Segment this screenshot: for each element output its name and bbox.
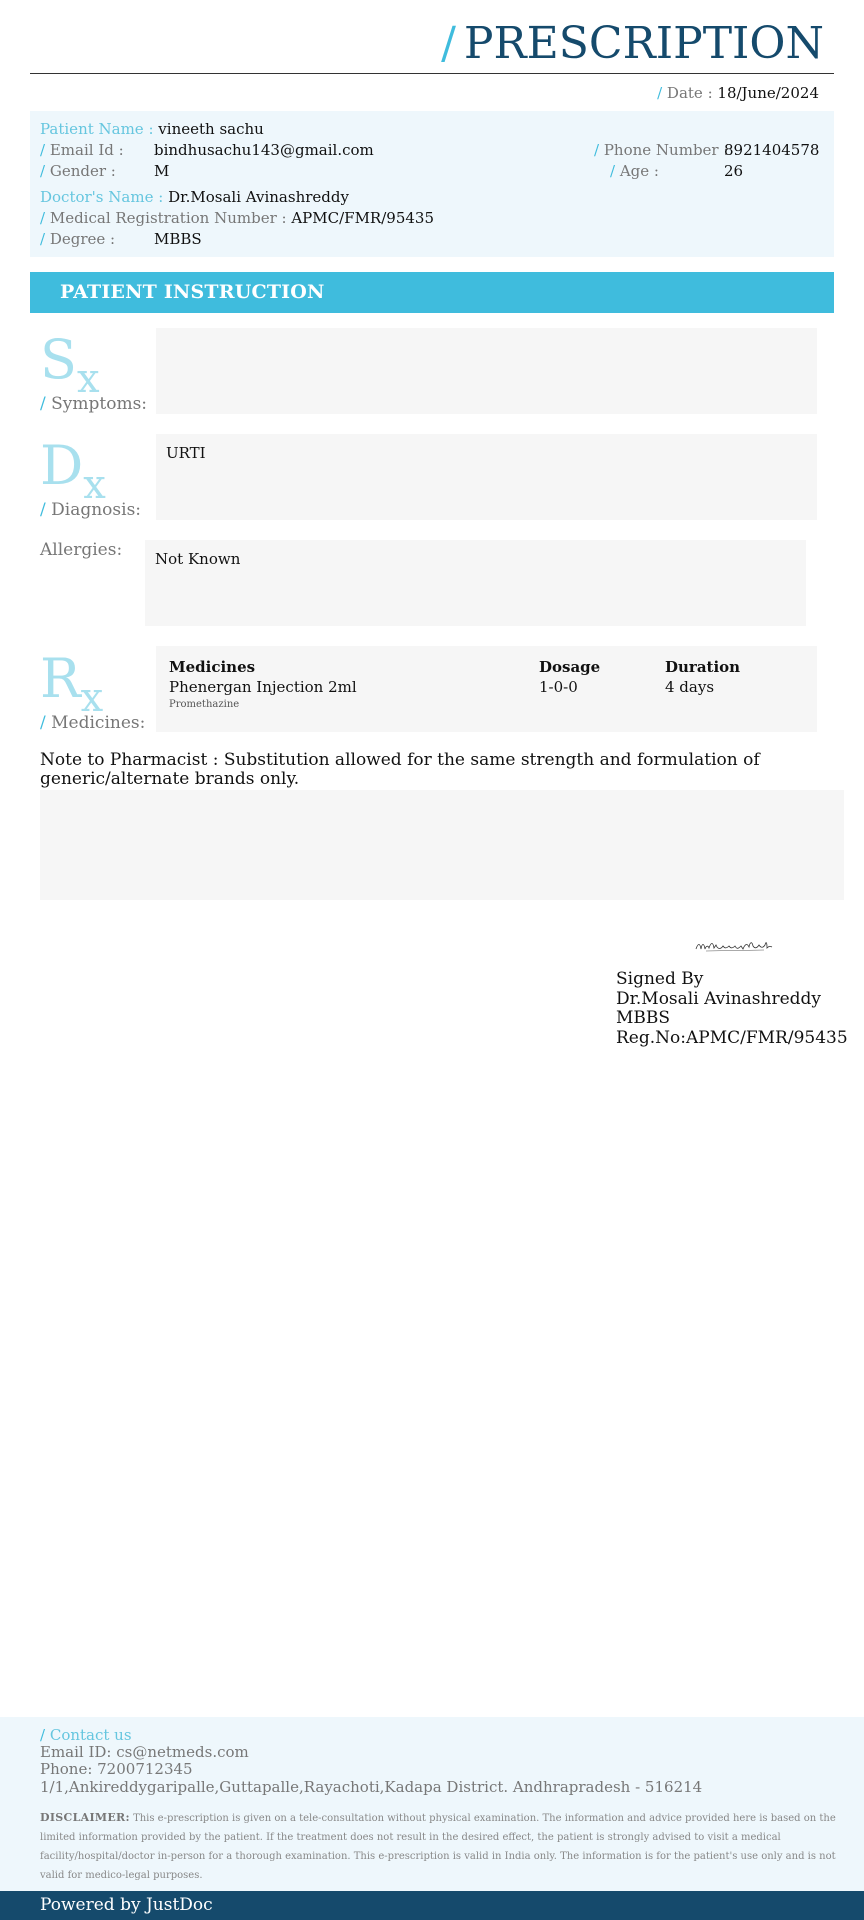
diagnosis-box xyxy=(156,434,817,520)
powered-by-text: Powered by JustDoc xyxy=(40,1895,213,1915)
contact-label: Contact us xyxy=(49,1726,132,1744)
medicines-header-dosage: Dosage xyxy=(539,658,601,676)
diagnosis-label-row xyxy=(40,500,141,520)
patient-name-label: Patient Name : xyxy=(40,120,154,138)
gender-row xyxy=(40,162,116,180)
contact-us-heading xyxy=(40,1726,132,1744)
degree-value: MBBS xyxy=(154,230,202,248)
allergies-box xyxy=(145,540,806,626)
signed-by-reg: Reg.No:APMC/FMR/95435 xyxy=(616,1027,848,1048)
doctor-name-value: Dr.Mosali Avinashreddy xyxy=(168,188,349,206)
age-value: 26 xyxy=(724,162,744,180)
doctor-name-label: Doctor's Name : xyxy=(40,188,164,206)
doctor-name-row xyxy=(40,188,349,206)
email-value: bindhusachu143@gmail.com xyxy=(154,141,374,159)
medicine-dosage: 1-0-0 xyxy=(539,678,578,696)
signed-by-doctor: Dr.Mosali Avinashreddy xyxy=(616,988,822,1009)
page-title xyxy=(441,18,824,69)
allergies-text: Not Known xyxy=(155,550,241,568)
sx-letter: S xyxy=(40,328,77,391)
allergies-label: Allergies: xyxy=(40,540,123,560)
phone-slash: / xyxy=(594,141,600,159)
contact-phone: Phone: 7200712345 xyxy=(40,1760,193,1778)
email-label: Email Id : xyxy=(49,141,124,159)
phone-row xyxy=(594,141,728,159)
medicines-label-row xyxy=(40,713,145,733)
powered-by-bar xyxy=(0,1891,864,1920)
rx-letter: R xyxy=(40,647,81,710)
age-label: Age : xyxy=(619,162,659,180)
phone-label: Phone Number : xyxy=(603,141,729,159)
symptoms-label-row xyxy=(40,394,147,414)
rx-subscript: x xyxy=(80,675,104,721)
medicines-label: Medicines: xyxy=(51,713,146,733)
medicine-duration: 4 days xyxy=(665,678,715,696)
diagnosis-text: URTI xyxy=(166,444,206,462)
title-text: PRESCRIPTION xyxy=(463,18,824,69)
date-label: Date : xyxy=(666,84,713,102)
diagnosis-label: Diagnosis: xyxy=(51,500,142,520)
patient-instruction-banner xyxy=(30,272,834,313)
symptoms-box xyxy=(156,328,817,414)
notes-box xyxy=(40,790,844,900)
gender-label: Gender : xyxy=(49,162,116,180)
medicines-slash: / xyxy=(40,713,46,733)
age-slash: / xyxy=(610,162,616,180)
dx-subscript: x xyxy=(83,462,106,508)
date-slash: / xyxy=(657,84,663,102)
title-slash: / xyxy=(441,18,456,69)
patient-name-value: vineeth sachu xyxy=(158,120,264,138)
symptoms-label: Symptoms: xyxy=(51,394,148,414)
signed-by-label: Signed By xyxy=(616,969,704,989)
header-divider xyxy=(30,73,834,74)
signed-by-degree: MBBS xyxy=(616,1008,671,1028)
symptoms-sx-symbol xyxy=(40,328,100,402)
date-value: 18/June/2024 xyxy=(717,84,819,102)
contact-email: Email ID: cs@netmeds.com xyxy=(40,1743,249,1761)
reg-value: APMC/FMR/95435 xyxy=(291,209,434,227)
disclaimer-text: This e-prescription is given on a tele-consultation without physical examination. The information and advice provided here is based on the limited information provided by the patient. If the treatment does not result in the desired effect, the patient is strongly advised to visit a medical facility/hospital/doctor in-person for a thorough examination. This e-prescription is valid in India only. The information is for the patient's use only and is not valid for medico-legal purposes. xyxy=(40,1813,836,1881)
degree-row xyxy=(40,230,115,248)
date-row xyxy=(657,84,819,102)
contact-slash: / xyxy=(40,1726,46,1744)
disclaimer-label: DISCLAIMER: xyxy=(40,1811,130,1824)
signed-by-block xyxy=(616,970,848,1048)
email-slash: / xyxy=(40,141,46,159)
signature-image xyxy=(694,934,774,956)
diagnosis-dx-symbol xyxy=(40,434,106,508)
medicines-header-name: Medicines xyxy=(169,658,256,676)
disclaimer xyxy=(40,1808,840,1885)
medicine-name: Phenergan Injection 2ml xyxy=(169,678,357,696)
symptoms-slash: / xyxy=(40,394,46,414)
gender-value: M xyxy=(154,162,170,180)
contact-address: 1/1,Ankireddygaripalle,Guttapalle,Rayachoti,Kadapa District. Andhrapradesh - 516214 xyxy=(40,1778,703,1796)
medicines-table xyxy=(156,646,817,732)
reg-row xyxy=(40,209,434,227)
phone-value: 8921404578 xyxy=(724,141,820,159)
degree-label: Degree : xyxy=(49,230,116,248)
reg-slash: / xyxy=(40,209,46,227)
dx-letter: D xyxy=(40,434,84,497)
degree-slash: / xyxy=(40,230,46,248)
reg-label: Medical Registration Number : xyxy=(49,209,287,227)
medicines-rx-symbol xyxy=(40,647,104,721)
medicine-generic: Promethazine xyxy=(169,699,240,710)
email-row xyxy=(40,141,124,159)
medicines-header-duration: Duration xyxy=(665,658,741,676)
sx-subscript: x xyxy=(77,356,100,402)
patient-name-row xyxy=(40,120,264,138)
diagnosis-slash: / xyxy=(40,500,46,520)
pharmacist-note: Note to Pharmacist : Substitution allowed for the same strength and formulation of generic/alternate brands only. xyxy=(40,750,760,789)
gender-slash: / xyxy=(40,162,46,180)
banner-title: PATIENT INSTRUCTION xyxy=(60,281,325,303)
age-row xyxy=(610,162,659,180)
